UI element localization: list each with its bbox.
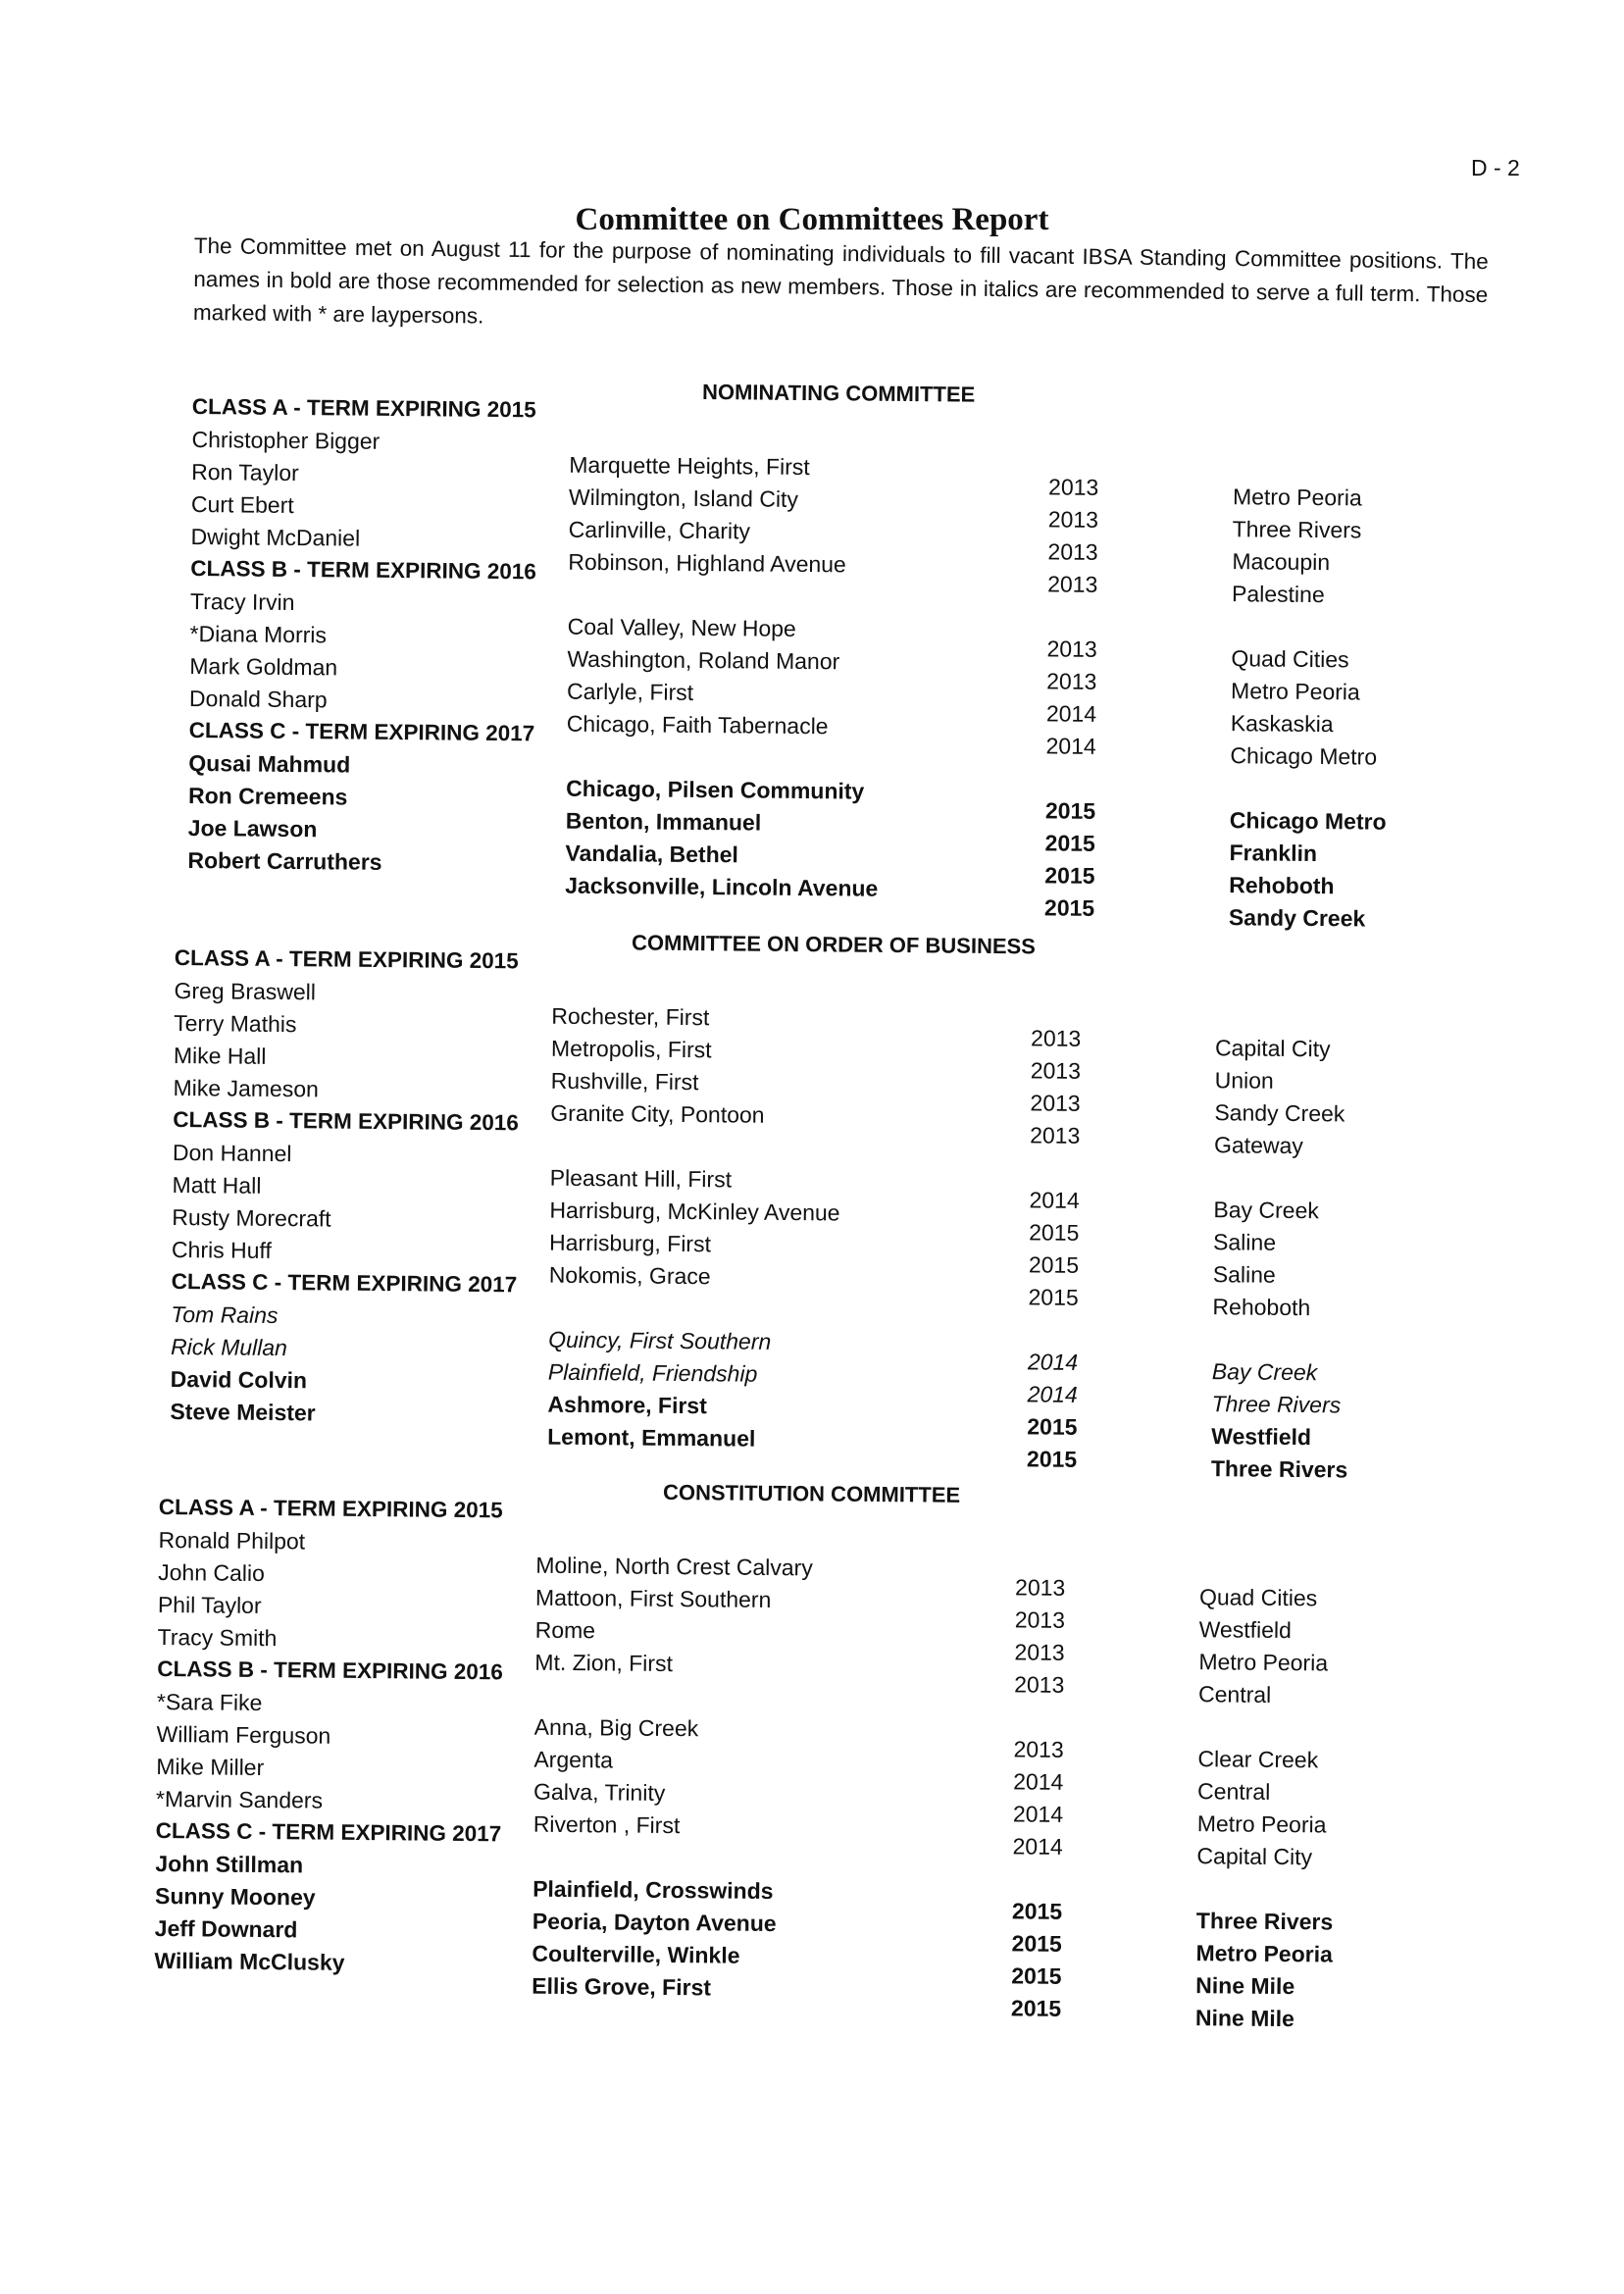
member-association: Rehoboth xyxy=(1212,1294,1311,1321)
member-association: Westfield xyxy=(1198,1616,1293,1644)
class-heading: CLASS B - TERM EXPIRING 2016 xyxy=(157,1656,503,1685)
class-heading: CLASS B - TERM EXPIRING 2016 xyxy=(173,1106,519,1136)
member-name: Greg Braswell xyxy=(174,977,317,1005)
member-year: 2013 xyxy=(1030,1090,1081,1116)
member-church: Benton, Immanuel xyxy=(565,807,762,836)
section-title: NOMINATING COMMITTEE xyxy=(701,379,976,407)
member-year: 2013 xyxy=(1013,1736,1064,1762)
member-church: Jacksonville, Lincoln Avenue xyxy=(565,872,879,901)
member-name: John Stillman xyxy=(155,1850,304,1878)
member-year: 2015 xyxy=(1027,1413,1078,1440)
member-name: John Calio xyxy=(158,1558,266,1587)
member-association: Quad Cities xyxy=(1198,1584,1318,1611)
member-name: Ron Taylor xyxy=(191,458,299,486)
member-name: Christopher Bigger xyxy=(191,426,381,454)
member-church: Coulterville, Winkle xyxy=(532,1940,740,1968)
member-association: Saline xyxy=(1212,1261,1276,1288)
member-name: Rusty Morecraft xyxy=(172,1203,331,1232)
member-name: David Colvin xyxy=(170,1365,308,1394)
member-church: Galva, Trinity xyxy=(533,1778,666,1806)
member-name: Robert Carruthers xyxy=(187,846,382,875)
member-church: Moline, North Crest Calvary xyxy=(535,1552,813,1581)
member-association: Chicago Metro xyxy=(1230,742,1378,770)
member-year: 2015 xyxy=(1011,1898,1063,1924)
member-association: Chicago Metro xyxy=(1229,807,1387,835)
member-year: 2014 xyxy=(1027,1381,1078,1407)
member-name: Mike Hall xyxy=(173,1042,267,1069)
member-association: Franklin xyxy=(1229,840,1318,867)
member-church: Metropolis, First xyxy=(550,1035,712,1063)
member-name: Mike Jameson xyxy=(173,1074,319,1102)
member-name: Ronald Philpot xyxy=(158,1526,306,1555)
member-name: Matt Hall xyxy=(172,1171,262,1198)
member-name: William McClusky xyxy=(154,1947,345,1975)
member-year: 2013 xyxy=(1030,1122,1081,1148)
member-association: Union xyxy=(1214,1067,1274,1094)
member-year: 2013 xyxy=(1030,1025,1082,1051)
section-title: COMMITTEE ON ORDER OF BUSINESS xyxy=(631,930,1037,959)
member-association: Bay Creek xyxy=(1213,1197,1319,1224)
member-year: 2013 xyxy=(1030,1057,1082,1084)
member-year: 2013 xyxy=(1014,1606,1066,1633)
member-association: Metro Peoria xyxy=(1196,1810,1327,1838)
member-church: Granite City, Pontoon xyxy=(550,1099,765,1128)
committee-section xyxy=(187,379,1467,953)
member-year: 2013 xyxy=(1047,506,1099,533)
intro-paragraph: The Committee met on August 11 for the purpose of nominating individuals to fill vacant IBSA Standing Committee positions. The names in bold are those recommended for selection as new members. Those in italics are recommended to serve a full term. Those marked with * are laypersons. xyxy=(192,232,1489,329)
committee-section xyxy=(154,1479,1434,2054)
member-year: 2015 xyxy=(1026,1446,1078,1472)
member-year: 2013 xyxy=(1047,571,1098,597)
member-association: Three Rivers xyxy=(1195,1908,1334,1935)
member-church: Argenta xyxy=(533,1746,614,1773)
member-church: Marquette Heights, First xyxy=(569,451,810,481)
member-association: Sandy Creek xyxy=(1228,904,1366,932)
member-year: 2013 xyxy=(1046,668,1097,694)
member-association: Metro Peoria xyxy=(1198,1649,1329,1676)
member-name: *Marvin Sanders xyxy=(155,1785,324,1813)
member-name: Mike Miller xyxy=(156,1753,265,1781)
section-title: CONSTITUTION COMMITTEE xyxy=(662,1479,961,1507)
member-name: Mark Goldman xyxy=(189,652,338,681)
member-church: Plainfield, Crosswinds xyxy=(533,1875,774,1905)
member-church: Mattoon, First Southern xyxy=(534,1584,772,1612)
member-name: Steve Meister xyxy=(170,1398,316,1426)
member-association: Capital City xyxy=(1214,1035,1331,1062)
report-title: Committee on Committees Report xyxy=(575,202,1049,237)
class-heading: CLASS A - TERM EXPIRING 2015 xyxy=(191,393,536,423)
member-year: 2013 xyxy=(1014,1574,1066,1601)
member-association: Metro Peoria xyxy=(1231,678,1360,705)
member-church: Mt. Zion, First xyxy=(534,1649,674,1677)
member-name: *Diana Morris xyxy=(189,620,328,648)
member-church: Rushville, First xyxy=(550,1067,699,1096)
member-year: 2013 xyxy=(1014,1671,1065,1698)
member-name: William Ferguson xyxy=(156,1720,331,1749)
page-number: D - 2 xyxy=(1471,155,1520,180)
member-name: Rick Mullan xyxy=(170,1333,288,1361)
member-association: Central xyxy=(1197,1681,1272,1708)
member-year: 2014 xyxy=(1027,1349,1079,1375)
member-church: Lemont, Emmanuel xyxy=(547,1423,756,1452)
member-association: Three Rivers xyxy=(1210,1455,1348,1483)
member-association: Quad Cities xyxy=(1231,645,1349,673)
member-church: Rome xyxy=(534,1616,596,1644)
class-heading: CLASS C - TERM EXPIRING 2017 xyxy=(188,717,535,746)
member-name: Sunny Mooney xyxy=(154,1882,316,1911)
member-name: Dwight McDaniel xyxy=(190,523,361,551)
member-church: Quincy, First Southern xyxy=(548,1326,772,1354)
member-church: Carlyle, First xyxy=(566,678,694,705)
member-association: Nine Mile xyxy=(1195,1972,1295,2000)
member-church: Riverton , First xyxy=(533,1810,681,1839)
member-year: 2015 xyxy=(1011,1930,1062,1957)
member-association: Rehoboth xyxy=(1229,872,1335,899)
member-association: Westfield xyxy=(1211,1423,1312,1451)
member-name: Chris Huff xyxy=(171,1236,272,1263)
member-year: 2015 xyxy=(1011,1963,1062,1989)
class-heading: CLASS A - TERM EXPIRING 2015 xyxy=(174,944,519,974)
member-year: 2013 xyxy=(1047,538,1098,565)
class-heading: CLASS C - TERM EXPIRING 2017 xyxy=(171,1268,518,1298)
member-association: Metro Peoria xyxy=(1232,484,1362,511)
member-church: Carlinville, Charity xyxy=(568,516,751,544)
member-name: Joe Lawson xyxy=(187,814,318,842)
member-name: Jeff Downard xyxy=(154,1914,298,1943)
member-year: 2014 xyxy=(1045,700,1097,727)
member-association: Nine Mile xyxy=(1194,2005,1295,2032)
member-church: Harrisburg, First xyxy=(548,1229,712,1257)
member-church: Harrisburg, McKinley Avenue xyxy=(549,1197,840,1226)
member-church: Ashmore, First xyxy=(547,1391,707,1419)
member-church: Wilmington, Island City xyxy=(568,484,799,512)
member-church: Coal Valley, New Hope xyxy=(567,613,796,641)
member-name: Qusai Mahmud xyxy=(188,749,351,778)
member-name: Don Hannel xyxy=(172,1139,292,1167)
member-name: Tom Rains xyxy=(171,1300,279,1329)
member-association: Bay Creek xyxy=(1211,1358,1318,1386)
member-association: Central xyxy=(1197,1778,1271,1805)
member-year: 2015 xyxy=(1029,1219,1080,1246)
member-association: Macoupin xyxy=(1232,548,1331,576)
member-association: Metro Peoria xyxy=(1195,1940,1333,1967)
member-church: Peoria, Dayton Avenue xyxy=(532,1908,777,1937)
member-name: Terry Mathis xyxy=(174,1009,297,1038)
member-year: 2015 xyxy=(1044,797,1096,824)
member-association: Clear Creek xyxy=(1197,1746,1319,1773)
member-church: Robinson, Highland Avenue xyxy=(568,548,846,578)
class-heading: CLASS C - TERM EXPIRING 2017 xyxy=(155,1817,502,1847)
member-year: 2013 xyxy=(1047,474,1099,500)
member-church: Chicago, Pilsen Community xyxy=(566,775,865,804)
member-church: Nokomis, Grace xyxy=(548,1261,711,1290)
member-year: 2014 xyxy=(1045,733,1096,759)
member-year: 2014 xyxy=(1012,1801,1064,1827)
member-year: 2015 xyxy=(1028,1284,1079,1310)
member-association: Saline xyxy=(1213,1229,1277,1255)
member-association: Gateway xyxy=(1213,1132,1303,1159)
member-association: Three Rivers xyxy=(1211,1391,1342,1418)
member-association: Three Rivers xyxy=(1232,516,1362,543)
member-association: Sandy Creek xyxy=(1214,1099,1345,1127)
member-name: *Sara Fike xyxy=(156,1688,263,1716)
member-church: Anna, Big Creek xyxy=(533,1713,699,1742)
member-name: Phil Taylor xyxy=(157,1591,262,1619)
member-name: Curt Ebert xyxy=(190,490,294,519)
member-church: Ellis Grove, First xyxy=(532,1972,712,2001)
committee-section xyxy=(170,930,1449,1504)
member-year: 2015 xyxy=(1043,894,1095,921)
member-year: 2015 xyxy=(1028,1251,1080,1278)
member-year: 2014 xyxy=(1012,1833,1063,1860)
member-year: 2015 xyxy=(1010,1995,1062,2021)
member-year: 2013 xyxy=(1014,1639,1065,1665)
member-association: Palestine xyxy=(1231,581,1325,608)
member-church: Washington, Roland Manor xyxy=(567,645,840,675)
member-year: 2013 xyxy=(1046,636,1097,662)
member-church: Vandalia, Bethel xyxy=(565,840,739,868)
class-heading: CLASS A - TERM EXPIRING 2015 xyxy=(158,1494,503,1523)
member-church: Rochester, First xyxy=(551,1002,710,1031)
member-church: Chicago, Faith Tabernacle xyxy=(566,710,829,739)
member-year: 2015 xyxy=(1044,830,1095,856)
member-name: Ron Cremeens xyxy=(187,782,348,810)
member-association: Capital City xyxy=(1196,1843,1313,1870)
member-name: Donald Sharp xyxy=(188,685,328,713)
class-heading: CLASS B - TERM EXPIRING 2016 xyxy=(190,555,536,585)
member-association: Kaskaskia xyxy=(1230,710,1334,738)
member-year: 2014 xyxy=(1029,1187,1080,1213)
member-year: 2014 xyxy=(1013,1768,1064,1795)
member-name: Tracy Smith xyxy=(157,1623,278,1652)
member-church: Plainfield, Friendship xyxy=(547,1358,758,1387)
member-church: Pleasant Hill, First xyxy=(549,1164,733,1193)
member-name: Tracy Irvin xyxy=(189,587,295,616)
member-year: 2015 xyxy=(1044,862,1095,889)
